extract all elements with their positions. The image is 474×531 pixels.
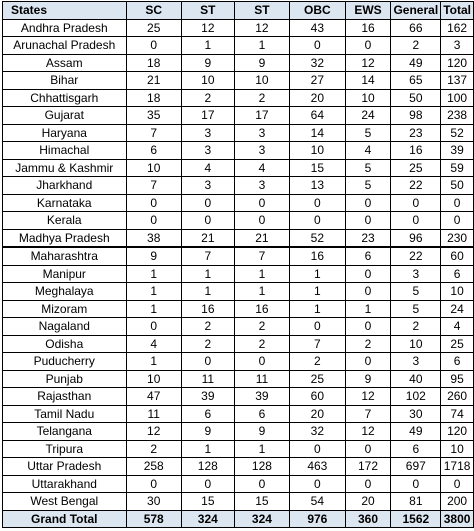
cell-state: Arunachal Pradesh	[3, 37, 127, 55]
cell-total: 3	[441, 37, 474, 55]
cell-sc: 18	[126, 89, 181, 107]
cell-ews: 0	[345, 283, 391, 301]
cell-ews: 4	[345, 142, 391, 160]
grand-total-label: Grand Total	[3, 510, 127, 528]
cell-ews: 0	[345, 353, 391, 371]
table-row	[3, 353, 474, 371]
cell-obc: 52	[290, 229, 345, 247]
cell-st: 39	[181, 388, 234, 406]
cell-general: 49	[391, 423, 441, 441]
cell-obc: 20	[290, 89, 345, 107]
header-general: General	[391, 2, 441, 20]
cell-general: 5	[391, 300, 441, 318]
cell-obc: 20	[290, 405, 345, 423]
cell-st-2: 16	[234, 300, 289, 318]
cell-state: Puducherry	[3, 353, 127, 371]
cell-obc: 463	[290, 458, 345, 476]
cell-sc: 10	[126, 159, 181, 177]
table-row	[3, 318, 474, 336]
cell-general: 5	[391, 283, 441, 301]
cell-obc: 10	[290, 142, 345, 160]
table-row	[3, 458, 474, 476]
cell-state: Jammu & Kashmir	[3, 159, 127, 177]
cell-sc: 7	[126, 124, 181, 142]
cell-st-2: 0	[234, 194, 289, 212]
cell-st-2: 1	[234, 265, 289, 283]
cell-total: 120	[441, 54, 474, 72]
table-row	[3, 54, 474, 72]
cell-st-2: 0	[234, 475, 289, 493]
cell-ews: 1	[345, 300, 391, 318]
cell-st-2: 1	[234, 283, 289, 301]
cell-st-2: 0	[234, 212, 289, 230]
table-row	[3, 440, 474, 458]
table-row	[3, 159, 474, 177]
table-row	[3, 177, 474, 195]
cell-st: 1	[181, 37, 234, 55]
cell-st: 15	[181, 493, 234, 511]
grand-total-st: 324	[181, 510, 234, 528]
table-container	[2, 1, 474, 528]
cell-state: Mizoram	[3, 300, 127, 318]
cell-st: 9	[181, 54, 234, 72]
cell-sc: 9	[126, 247, 181, 265]
cell-ews: 5	[345, 124, 391, 142]
reservation-table	[2, 1, 474, 528]
cell-st-2: 39	[234, 388, 289, 406]
grand-total-general: 1562	[391, 510, 441, 528]
cell-total: 24	[441, 300, 474, 318]
cell-sc: 4	[126, 335, 181, 353]
cell-ews: 23	[345, 229, 391, 247]
cell-sc: 1	[126, 353, 181, 371]
header-st-2: ST	[234, 2, 289, 20]
cell-total: 230	[441, 229, 474, 247]
cell-general: 25	[391, 159, 441, 177]
cell-ews: 16	[345, 19, 391, 37]
cell-general: 6	[391, 440, 441, 458]
cell-st: 3	[181, 177, 234, 195]
cell-st: 3	[181, 142, 234, 160]
cell-obc: 0	[290, 318, 345, 336]
cell-st-2: 3	[234, 124, 289, 142]
table-row	[3, 89, 474, 107]
cell-obc: 32	[290, 54, 345, 72]
cell-state: Odisha	[3, 335, 127, 353]
cell-st: 9	[181, 423, 234, 441]
cell-total: 1718	[441, 458, 474, 476]
cell-general: 30	[391, 405, 441, 423]
grand-total-ews: 360	[345, 510, 391, 528]
cell-total: 74	[441, 405, 474, 423]
cell-st: 0	[181, 194, 234, 212]
cell-st-2: 21	[234, 229, 289, 247]
cell-ews: 12	[345, 54, 391, 72]
cell-state: Tripura	[3, 440, 127, 458]
cell-obc: 14	[290, 124, 345, 142]
cell-state: Tamil Nadu	[3, 405, 127, 423]
cell-general: 10	[391, 335, 441, 353]
cell-obc: 60	[290, 388, 345, 406]
cell-state: Kerala	[3, 212, 127, 230]
cell-state: Uttar Pradesh	[3, 458, 127, 476]
cell-obc: 0	[290, 475, 345, 493]
table-row	[3, 493, 474, 511]
table-row	[3, 475, 474, 493]
cell-general: 22	[391, 247, 441, 265]
header-states: States	[3, 2, 127, 20]
cell-st: 2	[181, 89, 234, 107]
cell-state: Telangana	[3, 423, 127, 441]
cell-general: 50	[391, 89, 441, 107]
cell-ews: 7	[345, 405, 391, 423]
cell-obc: 0	[290, 212, 345, 230]
cell-st-2: 9	[234, 54, 289, 72]
cell-st: 128	[181, 458, 234, 476]
cell-st: 21	[181, 229, 234, 247]
header-st: ST	[181, 2, 234, 20]
cell-st: 2	[181, 318, 234, 336]
cell-obc: 43	[290, 19, 345, 37]
cell-st-2: 3	[234, 142, 289, 160]
cell-total: 0	[441, 194, 474, 212]
cell-obc: 0	[290, 37, 345, 55]
cell-ews: 24	[345, 107, 391, 125]
cell-ews: 172	[345, 458, 391, 476]
cell-total: 25	[441, 335, 474, 353]
cell-state: Himachal	[3, 142, 127, 160]
header-ews: EWS	[345, 2, 391, 20]
table-body	[3, 19, 474, 510]
cell-obc: 1	[290, 283, 345, 301]
cell-sc: 11	[126, 405, 181, 423]
cell-total: 260	[441, 388, 474, 406]
cell-obc: 15	[290, 159, 345, 177]
table-row	[3, 37, 474, 55]
cell-state: Haryana	[3, 124, 127, 142]
cell-total: 137	[441, 72, 474, 90]
cell-sc: 6	[126, 142, 181, 160]
cell-state: Punjab	[3, 370, 127, 388]
cell-total: 59	[441, 159, 474, 177]
cell-obc: 27	[290, 72, 345, 90]
cell-st: 0	[181, 212, 234, 230]
cell-st: 11	[181, 370, 234, 388]
cell-sc: 21	[126, 72, 181, 90]
cell-sc: 12	[126, 423, 181, 441]
cell-obc: 64	[290, 107, 345, 125]
cell-ews: 14	[345, 72, 391, 90]
table-row	[3, 107, 474, 125]
cell-general: 23	[391, 124, 441, 142]
cell-sc: 38	[126, 229, 181, 247]
cell-sc: 1	[126, 283, 181, 301]
cell-st-2: 11	[234, 370, 289, 388]
cell-obc: 0	[290, 194, 345, 212]
cell-general: 98	[391, 107, 441, 125]
cell-total: 6	[441, 353, 474, 371]
cell-ews: 0	[345, 440, 391, 458]
cell-total: 39	[441, 142, 474, 160]
cell-ews: 0	[345, 318, 391, 336]
table-row	[3, 300, 474, 318]
cell-general: 102	[391, 388, 441, 406]
cell-ews: 5	[345, 177, 391, 195]
cell-total: 0	[441, 212, 474, 230]
header-obc: OBC	[290, 2, 345, 20]
cell-sc: 0	[126, 318, 181, 336]
cell-general: 0	[391, 194, 441, 212]
cell-ews: 0	[345, 475, 391, 493]
cell-ews: 2	[345, 335, 391, 353]
header-row	[3, 2, 474, 20]
cell-general: 2	[391, 318, 441, 336]
cell-general: 3	[391, 353, 441, 371]
grand-total-sc: 578	[126, 510, 181, 528]
cell-st: 4	[181, 159, 234, 177]
cell-total: 60	[441, 247, 474, 265]
cell-general: 2	[391, 37, 441, 55]
cell-sc: 0	[126, 37, 181, 55]
table-row	[3, 229, 474, 247]
cell-sc: 0	[126, 194, 181, 212]
cell-st-2: 0	[234, 353, 289, 371]
cell-total: 95	[441, 370, 474, 388]
cell-state: Jharkhand	[3, 177, 127, 195]
cell-st-2: 6	[234, 405, 289, 423]
cell-obc: 2	[290, 353, 345, 371]
cell-total: 10	[441, 440, 474, 458]
cell-st: 10	[181, 72, 234, 90]
cell-general: 96	[391, 229, 441, 247]
cell-sc: 25	[126, 19, 181, 37]
cell-st: 16	[181, 300, 234, 318]
cell-obc: 0	[290, 440, 345, 458]
table-row	[3, 194, 474, 212]
cell-total: 100	[441, 89, 474, 107]
cell-st: 1	[181, 440, 234, 458]
cell-st-2: 4	[234, 159, 289, 177]
cell-st: 12	[181, 19, 234, 37]
cell-state: West Bengal	[3, 493, 127, 511]
cell-obc: 16	[290, 247, 345, 265]
cell-general: 22	[391, 177, 441, 195]
table-row	[3, 283, 474, 301]
cell-st: 6	[181, 405, 234, 423]
cell-sc: 0	[126, 475, 181, 493]
cell-state: Nagaland	[3, 318, 127, 336]
cell-sc: 258	[126, 458, 181, 476]
cell-st-2: 7	[234, 247, 289, 265]
cell-sc: 35	[126, 107, 181, 125]
cell-general: 0	[391, 212, 441, 230]
cell-ews: 0	[345, 37, 391, 55]
cell-sc: 1	[126, 300, 181, 318]
cell-state: Andhra Pradesh	[3, 19, 127, 37]
table-row	[3, 335, 474, 353]
grand-total-st-2: 324	[234, 510, 289, 528]
cell-obc: 1	[290, 265, 345, 283]
cell-state: Meghalaya	[3, 283, 127, 301]
cell-st-2: 2	[234, 89, 289, 107]
table-row	[3, 72, 474, 90]
table-row	[3, 265, 474, 283]
cell-total: 238	[441, 107, 474, 125]
cell-st-2: 9	[234, 423, 289, 441]
cell-st-2: 1	[234, 440, 289, 458]
cell-st: 7	[181, 247, 234, 265]
cell-general: 0	[391, 475, 441, 493]
cell-st-2: 12	[234, 19, 289, 37]
cell-obc: 13	[290, 177, 345, 195]
cell-st: 0	[181, 353, 234, 371]
cell-st-2: 2	[234, 318, 289, 336]
cell-st-2: 17	[234, 107, 289, 125]
cell-ews: 5	[345, 159, 391, 177]
cell-st-2: 10	[234, 72, 289, 90]
cell-st: 0	[181, 475, 234, 493]
grand-total-row	[3, 510, 474, 528]
cell-general: 49	[391, 54, 441, 72]
cell-total: 200	[441, 493, 474, 511]
cell-state: Uttarakhand	[3, 475, 127, 493]
cell-ews: 0	[345, 265, 391, 283]
cell-state: Karnataka	[3, 194, 127, 212]
table-row	[3, 423, 474, 441]
cell-st: 3	[181, 124, 234, 142]
cell-total: 120	[441, 423, 474, 441]
cell-state: Madhya Pradesh	[3, 229, 127, 247]
cell-obc: 25	[290, 370, 345, 388]
cell-total: 4	[441, 318, 474, 336]
table-row	[3, 142, 474, 160]
cell-st-2: 3	[234, 177, 289, 195]
table-row	[3, 247, 474, 265]
cell-ews: 20	[345, 493, 391, 511]
cell-general: 16	[391, 142, 441, 160]
cell-ews: 9	[345, 370, 391, 388]
cell-general: 65	[391, 72, 441, 90]
table-row	[3, 212, 474, 230]
cell-state: Chhattisgarh	[3, 89, 127, 107]
cell-total: 52	[441, 124, 474, 142]
cell-total: 162	[441, 19, 474, 37]
cell-sc: 47	[126, 388, 181, 406]
cell-st: 2	[181, 335, 234, 353]
cell-obc: 54	[290, 493, 345, 511]
table-row	[3, 124, 474, 142]
cell-st: 1	[181, 265, 234, 283]
cell-obc: 1	[290, 300, 345, 318]
cell-sc: 0	[126, 212, 181, 230]
cell-general: 3	[391, 265, 441, 283]
cell-state: Maharashtra	[3, 247, 127, 265]
cell-sc: 1	[126, 265, 181, 283]
cell-ews: 0	[345, 212, 391, 230]
cell-total: 10	[441, 283, 474, 301]
cell-st-2: 2	[234, 335, 289, 353]
cell-sc: 10	[126, 370, 181, 388]
table-row	[3, 19, 474, 37]
header-total: Total	[441, 2, 474, 20]
cell-ews: 12	[345, 388, 391, 406]
cell-general: 66	[391, 19, 441, 37]
cell-st-2: 15	[234, 493, 289, 511]
cell-state: Assam	[3, 54, 127, 72]
table-row	[3, 405, 474, 423]
cell-total: 0	[441, 475, 474, 493]
cell-ews: 10	[345, 89, 391, 107]
cell-state: Gujarat	[3, 107, 127, 125]
cell-total: 50	[441, 177, 474, 195]
cell-general: 697	[391, 458, 441, 476]
table-row	[3, 370, 474, 388]
header-sc: SC	[126, 2, 181, 20]
cell-general: 40	[391, 370, 441, 388]
cell-ews: 0	[345, 194, 391, 212]
cell-state: Manipur	[3, 265, 127, 283]
cell-sc: 7	[126, 177, 181, 195]
cell-st-2: 1	[234, 37, 289, 55]
cell-general: 81	[391, 493, 441, 511]
grand-total-total: 3800	[441, 510, 474, 528]
cell-st: 17	[181, 107, 234, 125]
cell-st-2: 128	[234, 458, 289, 476]
cell-obc: 7	[290, 335, 345, 353]
cell-state: Rajasthan	[3, 388, 127, 406]
cell-ews: 12	[345, 423, 391, 441]
table-row	[3, 388, 474, 406]
cell-sc: 18	[126, 54, 181, 72]
cell-st: 1	[181, 283, 234, 301]
cell-sc: 30	[126, 493, 181, 511]
cell-total: 6	[441, 265, 474, 283]
cell-sc: 2	[126, 440, 181, 458]
cell-obc: 32	[290, 423, 345, 441]
grand-total-obc: 976	[290, 510, 345, 528]
cell-state: Bihar	[3, 72, 127, 90]
cell-ews: 6	[345, 247, 391, 265]
